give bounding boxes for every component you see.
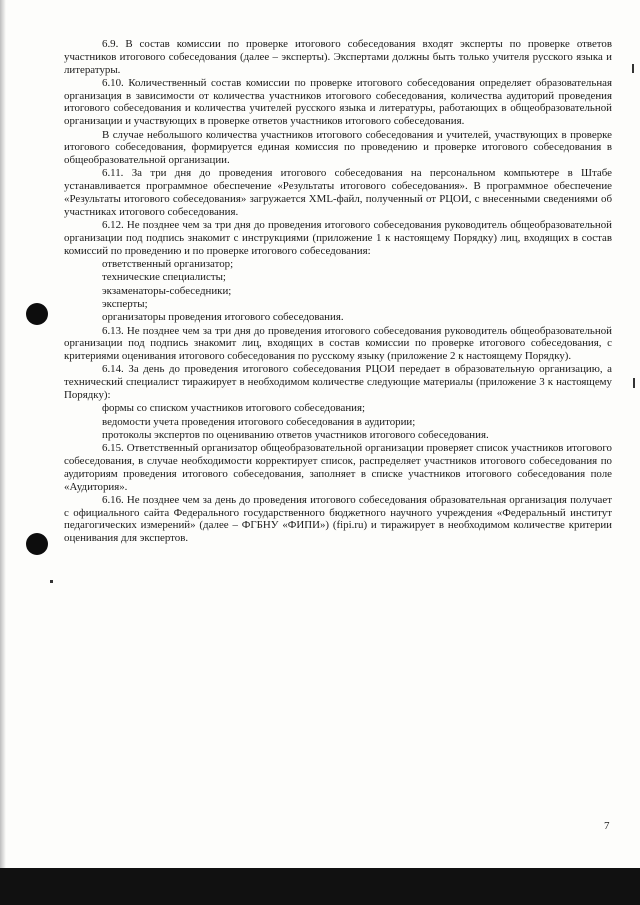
scan-edge (0, 0, 6, 868)
paragraph-6-14: 6.14. За день до проведения итогового собеседования РЦОИ передает в образовательную организацию, а технический специалист тиражирует в необходимом количестве следующие материалы (приложение 3 к настоящему Порядку): (64, 363, 612, 402)
paragraph-6-16: 6.16. Не позднее чем за день до проведения итогового собеседования образовательная организация получает с официального сайта Федерального государственного бюджетного научного учреждения «Федеральный институт педагогических измерений» (далее – ФГБНУ «ФИПИ») (fipi.ru) и тиражирует в необходимом количестве критерии оценивания для экспертов. (64, 493, 612, 545)
document-body (64, 38, 612, 546)
scan-speck (632, 64, 634, 73)
scan-bottom-band (0, 868, 640, 905)
list-item: эксперты; (102, 297, 148, 310)
scan-speck (50, 580, 53, 583)
list-item: ведомости учета проведения итогового собеседования в аудитории; (102, 415, 416, 428)
paragraph-6-15: 6.15. Ответственный организатор общеобразовательной организации проверяет список участников итогового собеседования, в случае необходимости корректирует список, распределяет участников итогового собеседования по аудиториям проведения итогового собеседования, заполняет в списке участников итогового собеседования поле «Аудитория». (64, 442, 612, 493)
list-item: ответственный организатор; (102, 258, 234, 271)
paragraph-6-12: 6.12. Не позднее чем за три дня до проведения итогового собеседования руководитель общеобразовательной организации под подпись знакомит с инструкциями (приложение 1 к настоящему Порядку) лиц, входящих в состав комиссий по проведению и по проверке итогового собеседования: (64, 219, 612, 257)
paragraph-6-10: 6.10. Количественный состав комиссии по проверке итогового собеседования определяет образовательная организация в зависимости от количества участников итогового собеседования, количества аудиторий проведения итогового собеседования и количества учителей русского языка и литературы, работающих в общеобразовательной организации и участвующих в проверке ответов участников итогового собеседования. (64, 76, 612, 128)
list-item: технические специалисты; (102, 271, 226, 284)
paragraph-6-11: 6.11. За три дня до проведения итогового собеседования на персональном компьютере в Штабе устанавливается программное обеспечение «Результаты итогового собеседования». В программное обеспечение «Результаты итогового собеседования» загружается XML-файл, полученный от РЦОИ, с внесенными сведениями об участниках итогового собеседования. (64, 167, 612, 218)
paragraph-6-13: 6.13. Не позднее чем за три дня до проведения итогового собеседования руководитель общеобразовательной организации под подпись знакомит лиц, входящих в состав комиссии по проверке итогового собеседования, с критериями оценивания итогового собеседования по русскому языку (приложение 2 к настоящему Порядку). (64, 324, 612, 363)
list-item: экзаменаторы-собеседники; (102, 284, 232, 297)
scan-speck (633, 378, 635, 388)
page-number: 7 (604, 820, 610, 832)
punch-hole (26, 303, 48, 325)
paragraph-6-9: 6.9. В состав комиссии по проверке итогового собеседования входят эксперты по проверке ответов участников итогового собеседования (далее – эксперты). Экспертами должны быть только учителя русского языка и литературы. (64, 38, 612, 76)
list-item: организаторы проведения итогового собеседования. (102, 311, 344, 324)
list-item: протоколы экспертов по оцениванию ответов участников итогового собеседования. (102, 428, 489, 441)
punch-hole (26, 533, 48, 555)
paragraph-6-10-continued: В случае небольшого количества участников итогового собеседования и учителей, участвующих в проверке итогового собеседования, формируется единая комиссия по проведению и проверке итогового собеседования в общеобразовательной организации. (64, 128, 612, 167)
list-item: формы со списком участников итогового собеседования; (102, 402, 366, 415)
